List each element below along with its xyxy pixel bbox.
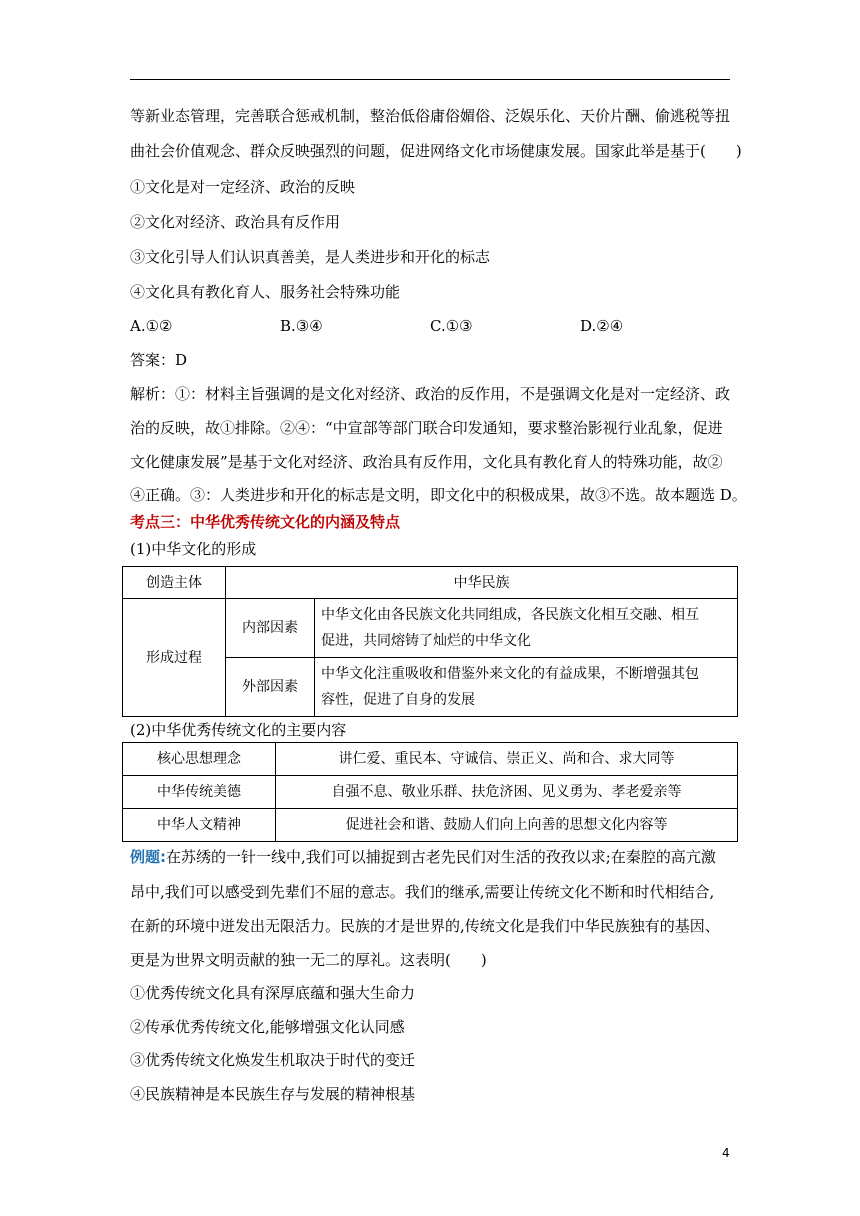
explanation-line-3: 文化健康发展”是基于文化对经济、政治具有反作用，文化具有教化育人的特殊功能，故② bbox=[130, 453, 723, 471]
contents-table bbox=[122, 742, 738, 842]
cell-spirit-label: 中华人文精神 bbox=[123, 809, 276, 842]
question-line-1: 等新业态管理，完善联合惩戒机制，整治低俗庸俗媚俗、泛娱乐化、天价片酬、偷逃税等扭 bbox=[130, 107, 731, 125]
header-rule bbox=[130, 79, 730, 80]
section-heading: 考点三：中华优秀传统文化的内涵及特点 bbox=[130, 513, 401, 531]
choice-b: B.③④ bbox=[280, 317, 323, 335]
cell-core-label: 核心思想理念 bbox=[123, 743, 276, 776]
cell-creator-value: 中华民族 bbox=[226, 567, 738, 599]
example-line-4: 更是为世界文明贡献的独一无二的厚礼。这表明( ) bbox=[130, 951, 487, 969]
choice-a: A.①② bbox=[130, 317, 173, 335]
cell-virtue-label: 中华传统美德 bbox=[123, 776, 276, 809]
cell-internal-label: 内部因素 bbox=[226, 599, 315, 658]
answer: 答案：D bbox=[130, 351, 188, 369]
explanation-line-1: 解析：①：材料主旨强调的是文化对经济、政治的反作用，不是强调文化是对一定经济、政 bbox=[130, 385, 731, 403]
cell-internal-text: 中华文化由各民族文化共同组成，各民族文化相互交融、相互 促进，共同熔铸了灿烂的中华文化 bbox=[315, 599, 738, 658]
question-line-2: 曲社会价值观念、群众反映强烈的问题，促进网络文化市场健康发展。国家此举是基于( ) bbox=[130, 142, 742, 160]
choice-c: C.①③ bbox=[430, 317, 473, 335]
cell-process-label: 形成过程 bbox=[123, 599, 226, 717]
option-1: ①文化是对一定经济、政治的反映 bbox=[130, 178, 356, 196]
example-label: 例题: bbox=[130, 848, 166, 866]
cell-virtue-value: 自强不息、敬业乐群、扶危济困、见义勇为、孝老爱亲等 bbox=[276, 776, 738, 809]
formation-table bbox=[122, 566, 738, 717]
cell-spirit-value: 促进社会和谐、鼓励人们向上向善的思想文化内容等 bbox=[276, 809, 738, 842]
option-2: ②文化对经济、政治具有反作用 bbox=[130, 213, 341, 231]
cell-external-label: 外部因素 bbox=[226, 658, 315, 717]
cell-core-value: 讲仁爱、重民本、守诚信、崇正义、尚和合、求大同等 bbox=[276, 743, 738, 776]
cell-creator-label: 创造主体 bbox=[123, 567, 226, 599]
example-line-2: 昂中,我们可以感受到先辈们不屈的意志。我们的继承,需要让传统文化不断和时代相结合, bbox=[130, 883, 715, 901]
example-line-3: 在新的环境中迸发出无限活力。民族的才是世界的,传统文化是我们中华民族独有的基因、 bbox=[130, 917, 720, 935]
cell-external-text: 中华文化注重吸收和借鉴外来文化的有益成果，不断增强其包 容性，促进了自身的发展 bbox=[315, 658, 738, 717]
example-option-2: ②传承优秀传统文化,能够增强文化认同感 bbox=[130, 1018, 405, 1036]
explanation-line-2: 治的反映，故①排除。②④：“中宣部等部门联合印发通知，要求整治影视行业乱象，促进 bbox=[130, 419, 723, 437]
choice-d: D.②④ bbox=[580, 317, 624, 335]
subheading-formation: (1)中华文化的形成 bbox=[130, 540, 257, 558]
example-option-4: ④民族精神是本民族生存与发展的精神根基 bbox=[130, 1085, 416, 1103]
example-line-1: 例题:在苏绣的一针一线中,我们可以捕捉到古老先民们对生活的孜孜以求;在秦腔的高亢激 bbox=[130, 848, 716, 866]
option-4: ④文化具有教化育人、服务社会特殊功能 bbox=[130, 283, 401, 301]
page-number: 4 bbox=[722, 1146, 730, 1160]
explanation-line-4: ④正确。③：人类进步和开化的标志是文明，即文化中的积极成果，故③不选。故本题选 D。 bbox=[130, 486, 747, 504]
example-option-3: ③优秀传统文化焕发生机取决于时代的变迁 bbox=[130, 1051, 416, 1069]
option-3: ③文化引导人们认识真善美，是人类进步和开化的标志 bbox=[130, 248, 491, 266]
example-option-1: ①优秀传统文化具有深厚底蕴和强大生命力 bbox=[130, 984, 416, 1002]
subheading-contents: (2)中华优秀传统文化的主要内容 bbox=[130, 721, 347, 739]
